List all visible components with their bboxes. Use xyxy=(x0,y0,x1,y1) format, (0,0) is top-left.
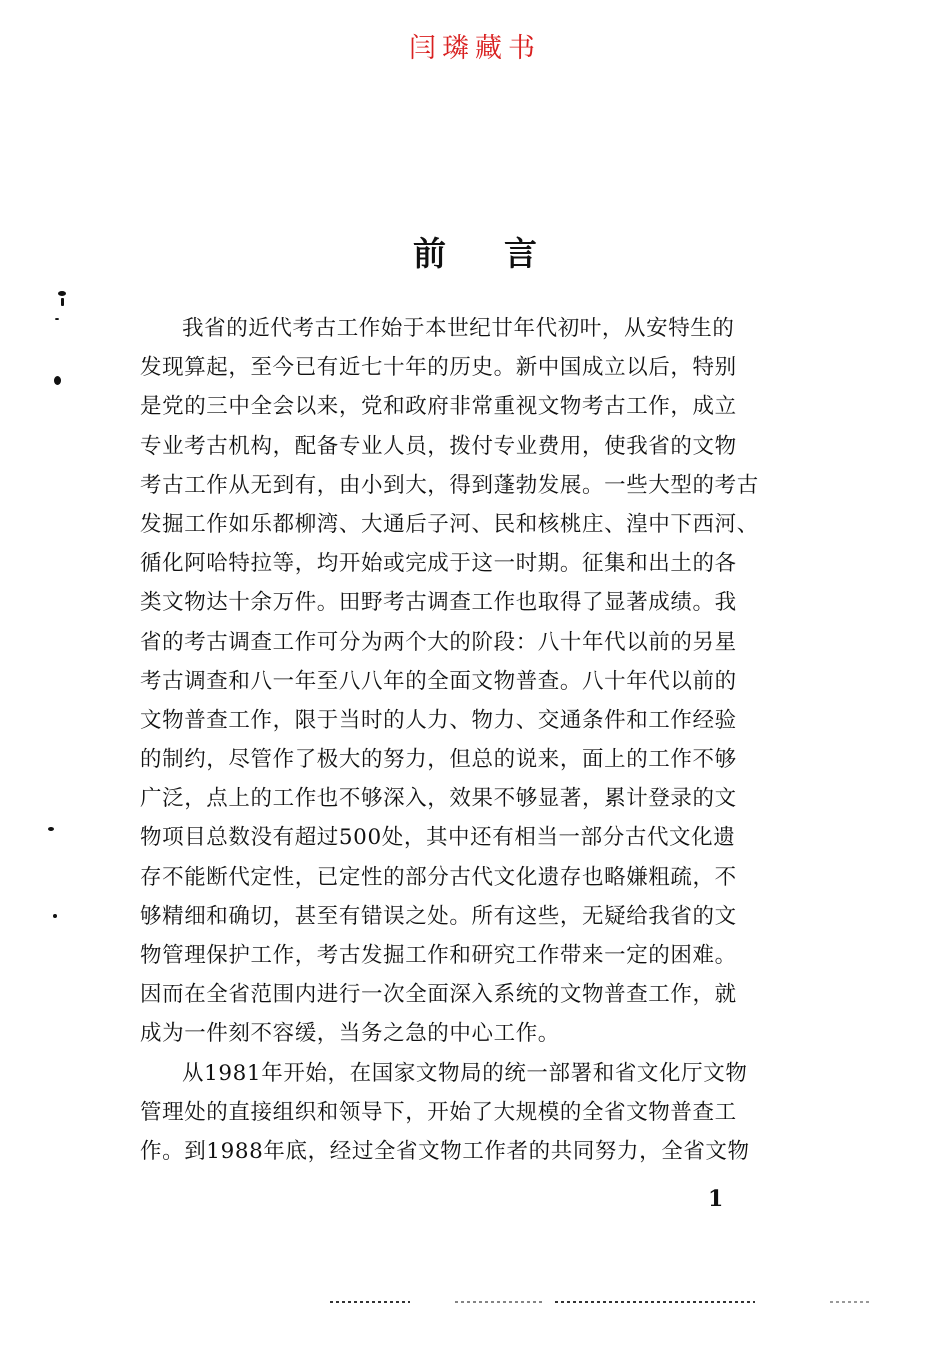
text-line: 广泛，点上的工作也不够深入，效果不够显著，累计登录的文 xyxy=(140,786,737,812)
collector-stamp: 闫璘藏书 xyxy=(409,33,541,64)
text-line: 从1981年开始，在国家文物局的统一部署和省文化厅文物 xyxy=(182,1060,748,1086)
text-line: 考古工作从无到有，由小到大，得到蓬勃发展。一些大型的考古 xyxy=(140,472,759,498)
text-line: 成为一件刻不容缓，当务之急的中心工作。 xyxy=(140,1021,560,1047)
text-line: 文物普查工作，限于当时的人力、物力、交通条件和工作经验 xyxy=(140,707,737,733)
scan-edge-line xyxy=(330,1301,410,1303)
text-line: 是党的三中全会以来，党和政府非常重视文物考古工作，成立 xyxy=(140,394,737,420)
page-number: 1 xyxy=(708,1186,724,1212)
paragraph-1 xyxy=(140,309,800,1054)
scan-edge-line xyxy=(555,1301,755,1303)
scan-speck xyxy=(54,376,61,385)
scan-speck xyxy=(58,291,66,296)
text-line: 因而在全省范围内进行一次全面深入系统的文物普查工作，就 xyxy=(140,982,737,1008)
text-line: 够精细和确切，甚至有错误之处。所有这些，无疑给我省的文 xyxy=(140,903,737,929)
text-line: 作。到1988年底，经过全省文物工作者的共同努力，全省文物 xyxy=(140,1138,750,1164)
text-line: 发掘工作如乐都柳湾、大通后子河、民和核桃庄、湟中下西河、 xyxy=(140,511,759,537)
paragraph-2 xyxy=(140,1054,800,1172)
text-line: 物管理保护工作，考古发掘工作和研究工作带来一定的困难。 xyxy=(140,943,737,968)
scan-speck xyxy=(48,827,54,831)
page-title xyxy=(0,228,950,275)
text-line: 的制约，尽管作了极大的努力，但总的说来，面上的工作不够 xyxy=(140,747,737,773)
text-line: 专业考古机构，配备专业人员，拨付专业费用，使我省的文物 xyxy=(140,433,737,459)
scan-speck xyxy=(55,318,59,320)
text-line: 省的考古调查工作可分为两个大的阶段：八十年代以前的另星 xyxy=(140,629,737,655)
text-line: 管理处的直接组织和领导下，开始了大规模的全省文物普查工 xyxy=(140,1099,737,1125)
text-line: 物项目总数没有超过500处，其中还有相当一部分古代文化遗 xyxy=(140,825,736,851)
scan-speck xyxy=(61,298,64,306)
text-line: 考古调查和八一年至八八年的全面文物普查。八十年代以前的 xyxy=(140,668,737,694)
title-char-2: 言 xyxy=(504,234,537,273)
scan-edge-line xyxy=(830,1301,870,1303)
title-char-1: 前 xyxy=(413,234,446,273)
text-line: 类文物达十余万件。田野考古调查工作也取得了显著成绩。我 xyxy=(140,590,737,616)
text-line: 存不能断代定性，已定性的部分古代文化遗存也略嫌粗疏，不 xyxy=(140,864,737,890)
scan-speck xyxy=(53,914,57,918)
text-line: 发现算起，至今已有近七十年的历史。新中国成立以后，特别 xyxy=(140,355,737,381)
body-text xyxy=(140,309,800,1171)
text-line: 循化阿哈特拉等，均开始或完成于这一时期。征集和出土的各 xyxy=(140,551,737,577)
text-line: 我省的近代考古工作始于本世纪廿年代初叶，从安特生的 xyxy=(182,316,735,341)
scan-edge-line xyxy=(455,1301,545,1303)
